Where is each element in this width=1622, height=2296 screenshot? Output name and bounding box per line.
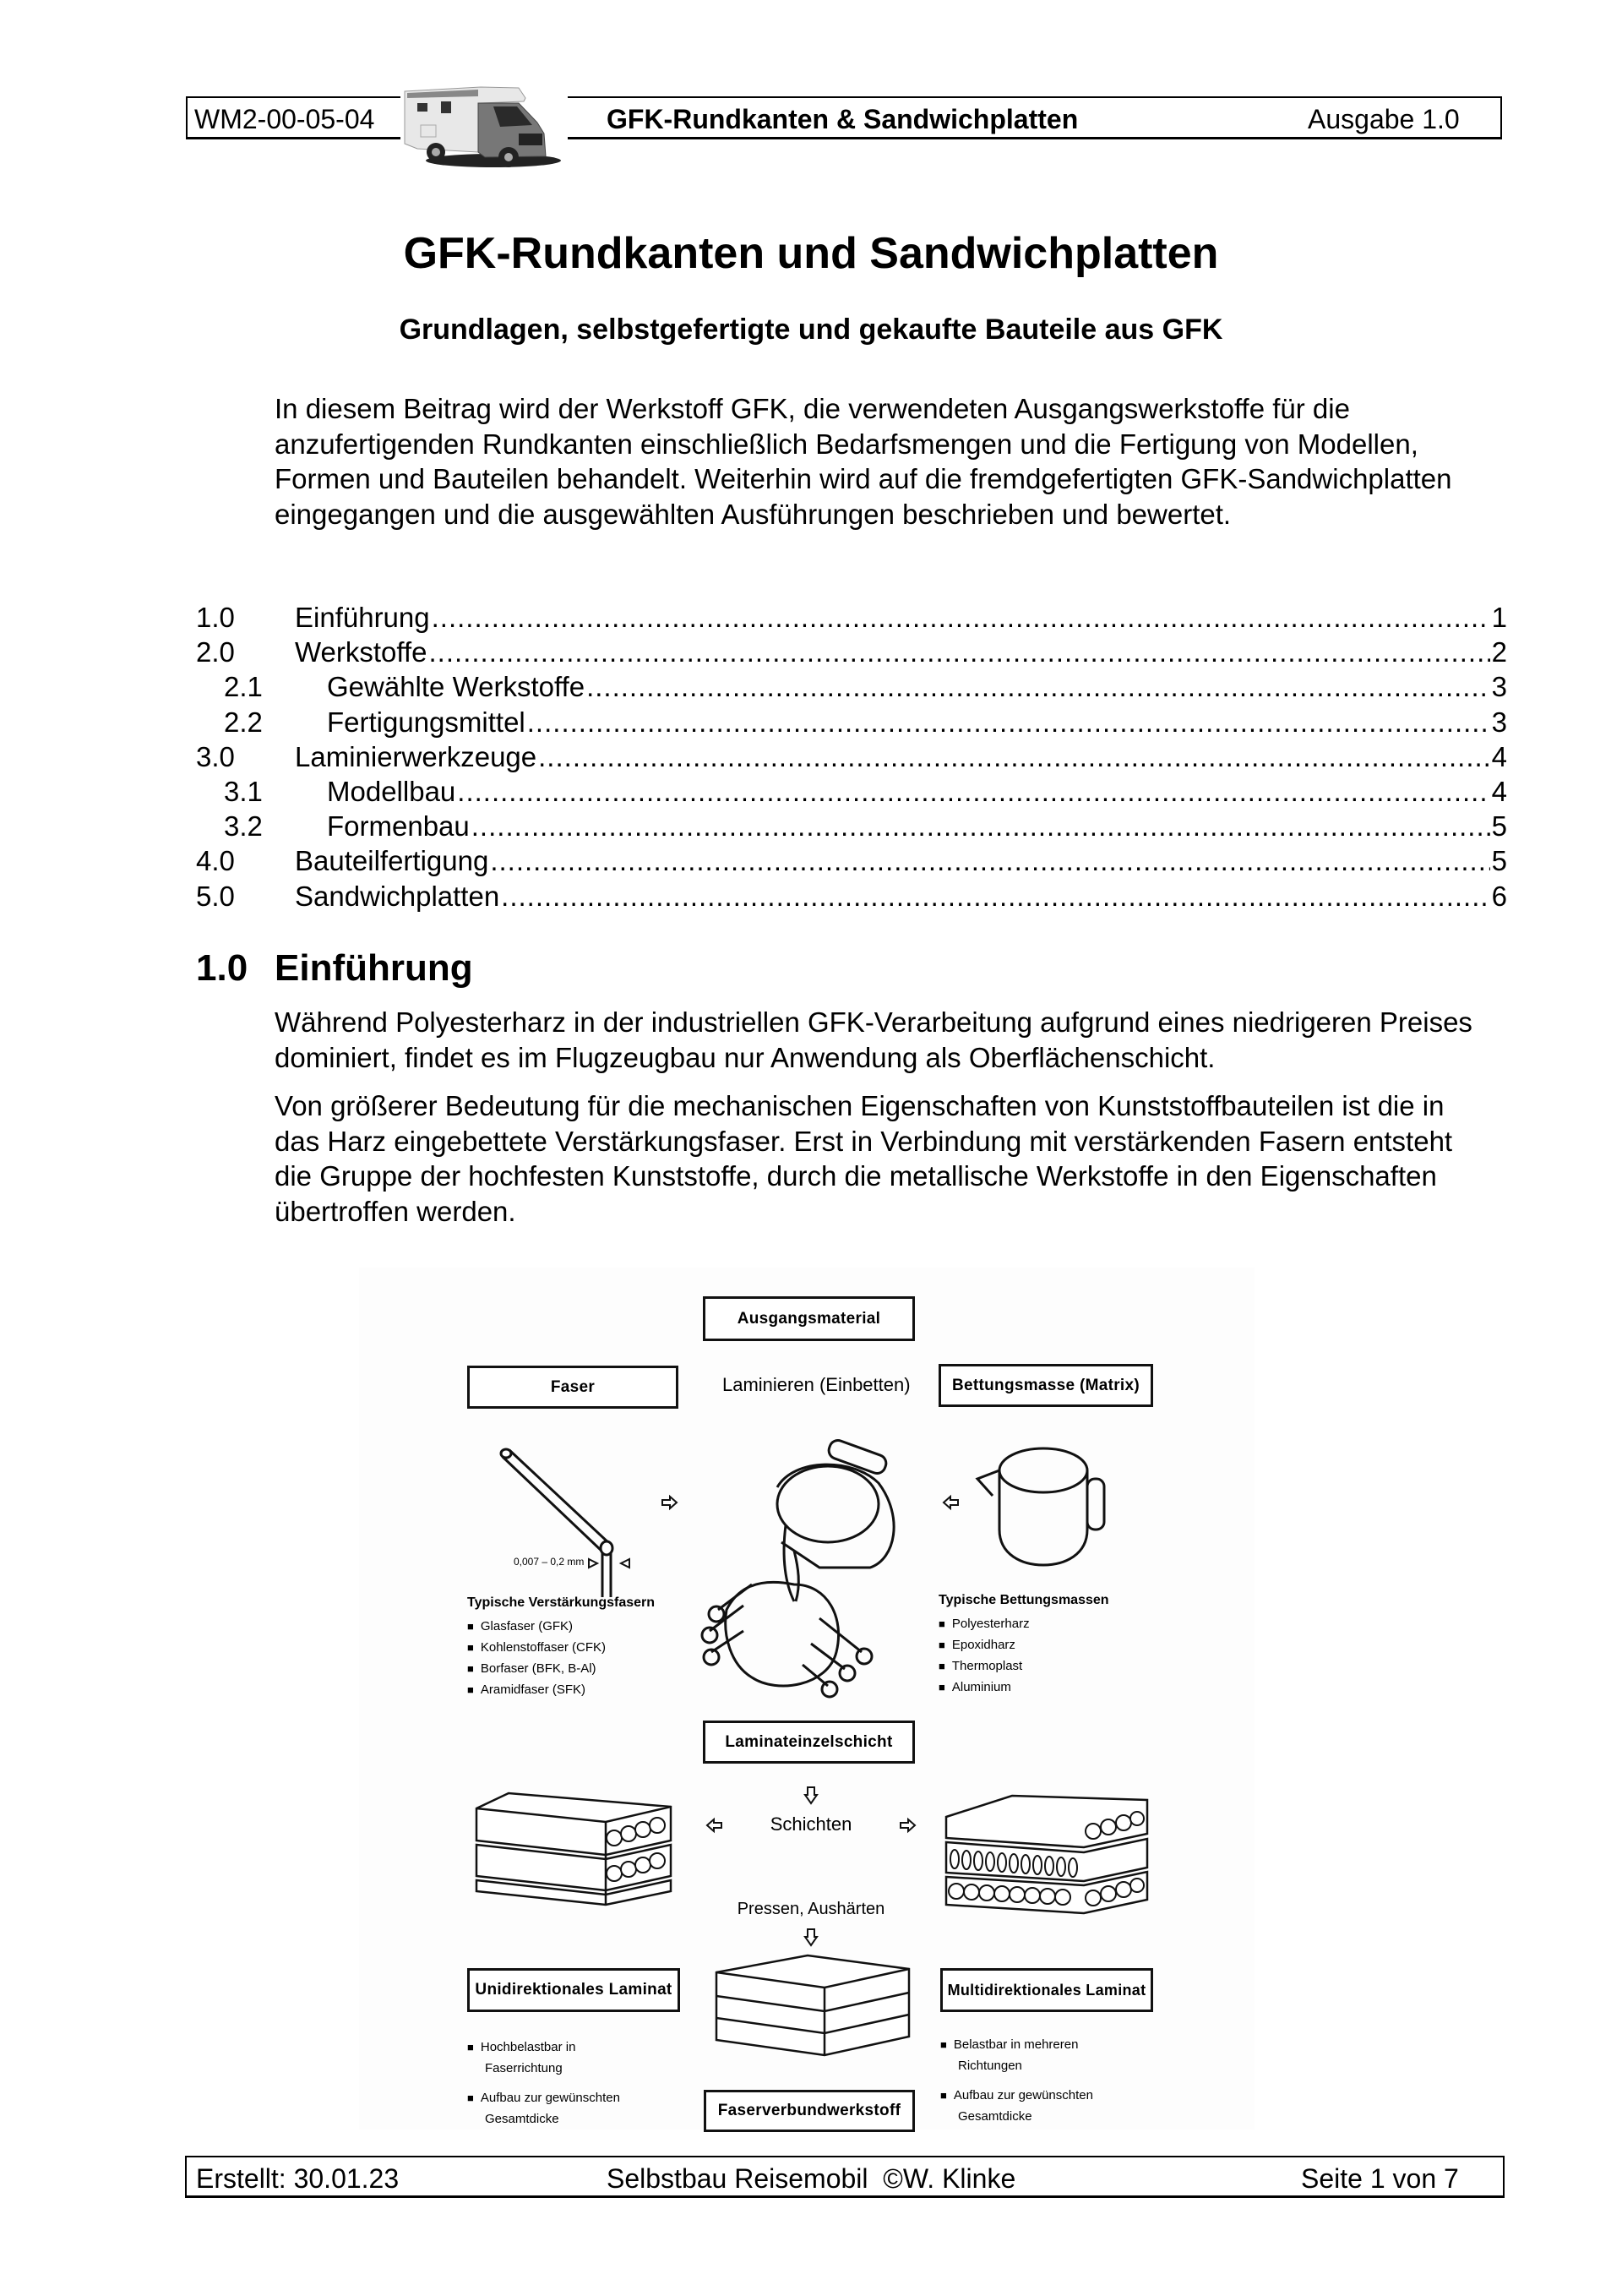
box-unidirektionales-laminat: Unidirektionales Laminat	[467, 1968, 680, 2012]
fiber-item: ■ Aramidfaser (SFK)	[467, 1679, 606, 1700]
toc-title: Gewählte Werkstoffe	[327, 671, 585, 703]
toc-leader	[538, 739, 1490, 774]
doc-id: WM2-00-05-04	[194, 104, 375, 134]
toc-title: Fertigungsmittel	[327, 706, 525, 738]
fiber-rod-icon	[503, 1445, 646, 1597]
toc-entry[interactable]	[196, 774, 1507, 809]
box-laminateinzelschicht: Laminateinzelschicht	[703, 1721, 915, 1764]
label-pressen-aushaerten: Pressen, Aushärten	[737, 1900, 885, 1918]
toc-leader	[490, 843, 1489, 878]
box-bettungsmasse: Bettungsmasse (Matrix)	[939, 1364, 1153, 1407]
fiber-item: ■ Borfaser (BFK, B-Al)	[467, 1658, 606, 1679]
footer-copyright: Selbstbau Reisemobil ©W. Klinke	[607, 2163, 1016, 2194]
intro-paragraph: In diesem Beitrag wird der Werkstoff GFK, die verwendeten Ausgangswerkstoffe für die anzufertigenden Rundkanten einschließlich Bedarfsmengen und die Fertigung von Modellen, Formen und Bauteilen behandelt. Weiterhin wird auf die fremdgefertigten GFK-Sandwichplatten eingegangen und die ausgewählten Ausführungen beschrieben und bewertet.	[275, 393, 1452, 530]
toc-entry[interactable]	[196, 600, 1507, 635]
toc-entry[interactable]	[196, 739, 1507, 774]
dimension-arrows-icon	[589, 1557, 631, 1569]
property-item-continued: Richtungen	[958, 2059, 1022, 2073]
matrix-item: ■ Epoxidharz	[939, 1634, 1030, 1655]
fiber-item: ■ Glasfaser (GFK)	[467, 1616, 606, 1637]
box-multidirektionales-laminat: Multidirektionales Laminat	[940, 1968, 1153, 2012]
section-body	[275, 1005, 1491, 1242]
property-item: ■ Aufbau zur gewünschten	[940, 2085, 1093, 2106]
toc-number: 3.1	[224, 775, 263, 807]
matrix-item: ■ Aluminium	[939, 1677, 1030, 1698]
matrix-item: ■ Polyesterharz	[939, 1613, 1030, 1634]
toc-page: 6	[1491, 880, 1507, 912]
toc-leader	[432, 600, 1490, 635]
matrix-list	[939, 1613, 1030, 1698]
toc-entry[interactable]	[196, 809, 1507, 843]
paragraph: Von größerer Bedeutung für die mechanischen Eigenschaften von Kunststoffbauteilen ist die in das Harz eingebettete Verstärkungsfaser. Erst in Verbindung mit verstärkenden Fasern entsteht die Gruppe der hochfesten Kunststoffe, durch die metallische Werkstoffe in den Eigenschaften übertroffen werden.	[275, 1090, 1453, 1227]
header-title: GFK-Rundkanten & Sandwichplatten	[607, 104, 1079, 134]
toc-page: 2	[1491, 636, 1507, 668]
toc-number: 5.0	[196, 880, 235, 912]
toc-number: 2.2	[224, 706, 263, 738]
toc-page: 1	[1491, 602, 1507, 633]
toc-leader	[586, 669, 1490, 704]
page-number: Seite 1 von 7	[1301, 2163, 1459, 2194]
fibers-list	[467, 1616, 606, 1700]
toc-entry[interactable]	[196, 879, 1507, 913]
multi-properties-list	[940, 2034, 1093, 2127]
arrow-down-icon	[804, 1928, 818, 1947]
toc-entry[interactable]	[196, 705, 1507, 739]
property-item: ■ Belastbar in mehreren	[940, 2034, 1093, 2055]
camper-van-icon	[400, 76, 568, 171]
toc-title: Formenbau	[327, 810, 470, 843]
toc-page: 3	[1491, 706, 1507, 738]
toc-leader	[471, 809, 1490, 843]
box-ausgangsmaterial: Ausgangsmaterial	[703, 1296, 915, 1341]
toc-leader	[429, 635, 1490, 669]
toc-number: 2.1	[224, 671, 263, 703]
toc-leader	[527, 705, 1490, 739]
toc-title: Bauteilfertigung	[295, 845, 489, 877]
page-subtitle: Grundlagen, selbstgefertigte und gekaufte Bauteile aus GFK	[399, 314, 1223, 346]
toc-page: 4	[1491, 775, 1507, 807]
toc-page: 4	[1491, 740, 1507, 772]
section-heading	[196, 946, 473, 990]
toc-page: 3	[1491, 671, 1507, 703]
property-item-continued: Faserrichtung	[485, 2061, 563, 2075]
toc-title: Sandwichplatten	[295, 880, 500, 912]
property-item-continued: Gesamtdicke	[485, 2112, 559, 2126]
laminating-hand-illustration	[701, 1441, 912, 1694]
resin-jug-icon	[976, 1445, 1111, 1568]
arrow-right-icon	[900, 1819, 917, 1832]
fiber-dimension: 0,007 – 0,2 mm	[514, 1556, 585, 1568]
composite-material-diagram	[359, 1268, 1255, 2130]
toc-title: Modellbau	[327, 775, 456, 807]
arrow-down-icon	[804, 1786, 818, 1805]
box-faserverbundwerkstoff: Faserverbundwerkstoff	[704, 2090, 915, 2132]
matrix-item: ■ Thermoplast	[939, 1655, 1030, 1677]
arrow-left-icon	[705, 1819, 722, 1832]
toc-title: Werkstoffe	[295, 636, 427, 668]
toc-number: 4.0	[196, 845, 235, 877]
edition-label: Ausgabe 1.0	[1308, 104, 1460, 134]
toc-title: Laminierwerkzeuge	[295, 740, 537, 772]
created-date: Erstellt: 30.01.23	[196, 2163, 400, 2194]
property-item-continued: Gesamtdicke	[958, 2109, 1032, 2124]
paragraph: Während Polyesterharz in der industriellen GFK-Verarbeitung aufgrund eines niedrigeren Preises dominiert, findet es im Flugzeugbau nur Anwendung als Oberflächenschicht.	[275, 1006, 1472, 1073]
fibers-heading: Typische Verstärkungsfasern	[467, 1595, 656, 1610]
toc-title: Einführung	[295, 602, 430, 633]
toc-number: 1.0	[196, 602, 235, 633]
toc-leader	[501, 879, 1489, 913]
laminate-slab-illustration	[715, 1954, 911, 2057]
table-of-contents	[196, 600, 1507, 913]
intro-text	[275, 391, 1491, 532]
matrix-heading: Typische Bettungsmassen	[939, 1593, 1109, 1607]
property-item: ■ Hochbelastbar in	[467, 2037, 620, 2058]
fiber-item: ■ Kohlenstoffaser (CFK)	[467, 1637, 606, 1658]
label-schichten: Schichten	[770, 1813, 852, 1835]
page-title: GFK-Rundkanten und Sandwichplatten	[403, 229, 1219, 278]
toc-leader	[457, 774, 1489, 809]
toc-entry[interactable]	[196, 635, 1507, 669]
label-laminieren: Laminieren (Einbetten)	[722, 1374, 911, 1395]
property-item: ■ Aufbau zur gewünschten	[467, 2087, 620, 2108]
toc-number: 3.0	[196, 740, 235, 772]
uni-properties-list	[467, 2037, 620, 2130]
toc-number: 2.0	[196, 636, 235, 668]
arrow-left-icon	[942, 1496, 959, 1509]
multidirectional-stack-illustration	[944, 1792, 1149, 1914]
section-title: Einführung	[275, 947, 473, 989]
unidirectional-stack-illustration	[475, 1792, 673, 1906]
section-number: 1.0	[196, 947, 248, 989]
toc-number: 3.2	[224, 810, 263, 843]
toc-entry[interactable]	[196, 843, 1507, 878]
arrow-right-icon	[661, 1496, 678, 1509]
toc-page: 5	[1491, 845, 1507, 877]
toc-entry[interactable]	[196, 669, 1507, 704]
box-faser: Faser	[467, 1366, 678, 1409]
toc-page: 5	[1491, 810, 1507, 843]
